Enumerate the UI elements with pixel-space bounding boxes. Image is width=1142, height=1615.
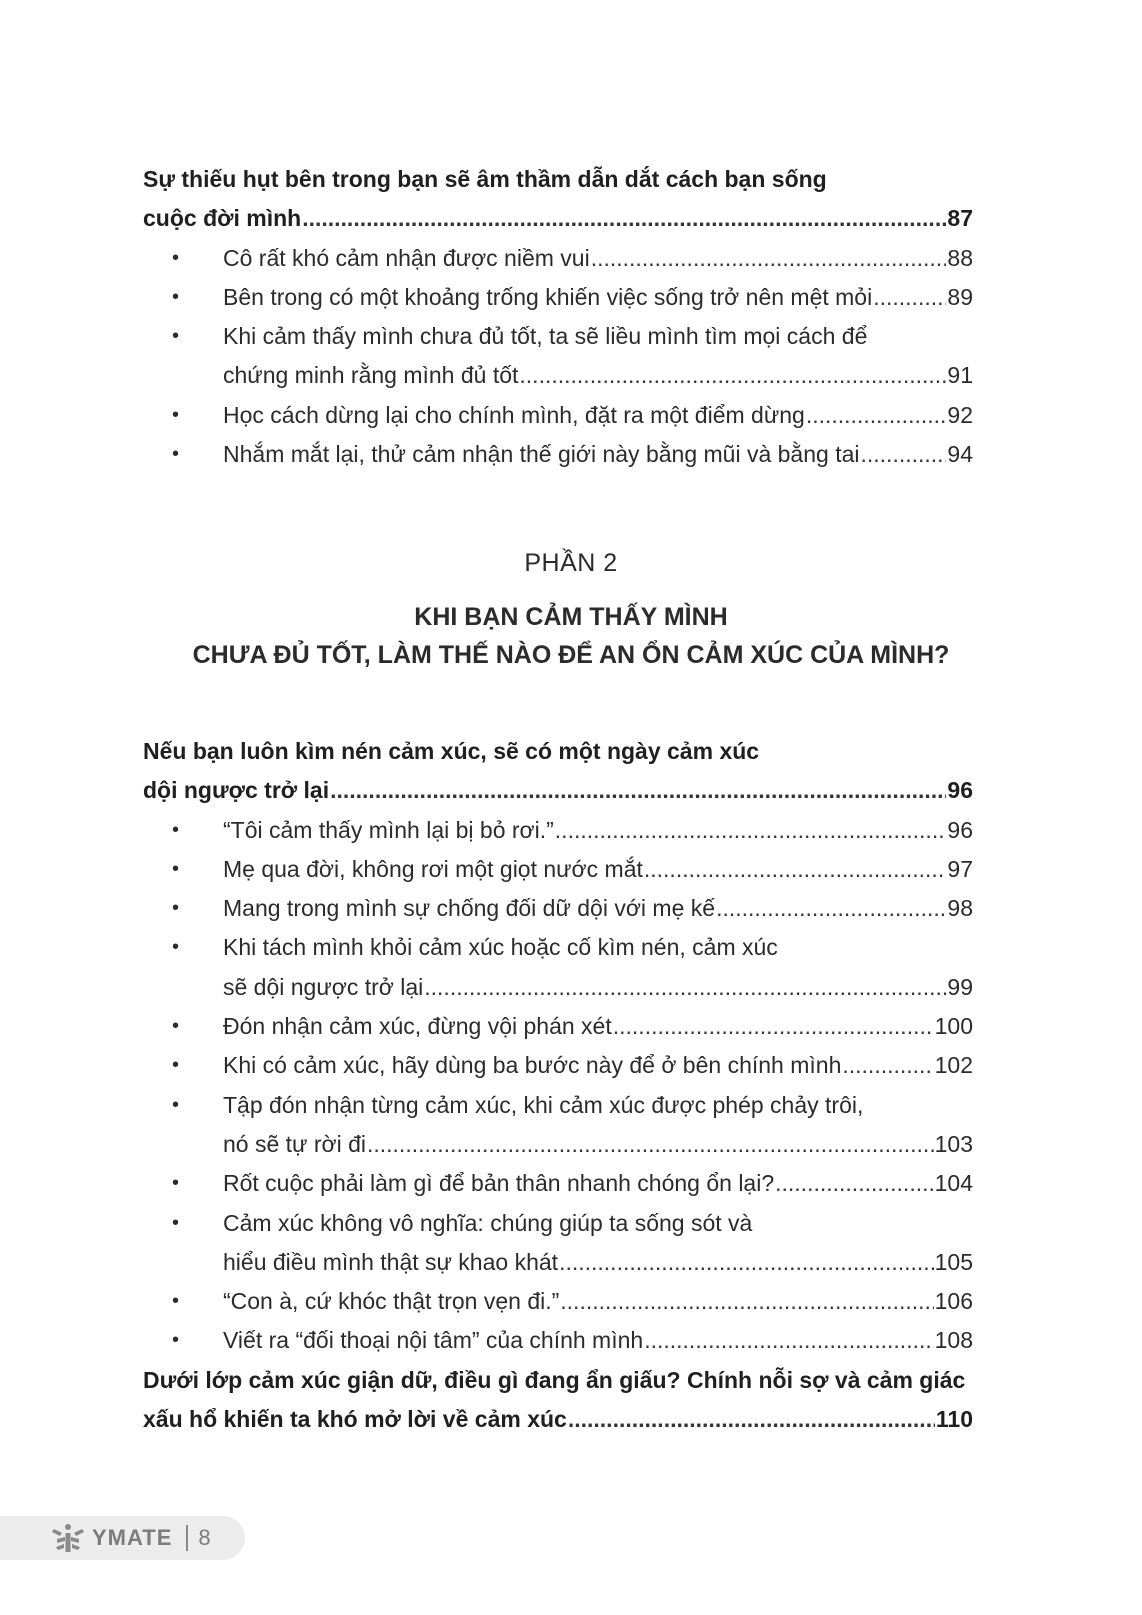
bullet-icon: • bbox=[172, 246, 180, 269]
toc-leader-dots bbox=[716, 889, 946, 928]
toc-item bbox=[143, 239, 973, 278]
toc-item bbox=[143, 356, 973, 395]
page-footer bbox=[0, 1516, 245, 1560]
bullet-icon: • bbox=[172, 325, 180, 348]
toc-heading-line bbox=[143, 1361, 973, 1400]
toc-item bbox=[143, 968, 973, 1007]
toc-page-number: 103 bbox=[934, 1130, 973, 1157]
toc-page-number: 99 bbox=[947, 973, 973, 1000]
bullet-icon: • bbox=[172, 1093, 180, 1116]
toc-item-text: hiểu điều mình thật sự khao khát bbox=[223, 1248, 559, 1275]
page-number: 8 bbox=[198, 1525, 211, 1550]
toc-leader-dots bbox=[591, 239, 947, 278]
toc-leader-dots bbox=[330, 771, 946, 810]
toc-item-continued bbox=[143, 1204, 973, 1243]
toc-item-text: “Tôi cảm thấy mình lại bị bỏ rơi.” bbox=[223, 816, 554, 843]
toc-leader-dots bbox=[519, 356, 946, 395]
toc-page-number: 94 bbox=[947, 441, 973, 468]
toc-item bbox=[143, 435, 973, 474]
toc-heading-entry bbox=[143, 199, 973, 238]
toc-item-text: Bên trong có một khoảng trống khiến việc sống trở nên mệt mỏi bbox=[223, 283, 873, 310]
part-title-line: KHI BẠN CẢM THẤY MÌNH bbox=[414, 603, 728, 631]
part-label: PHẦN 2 bbox=[524, 549, 618, 577]
toc-heading-text: Dưới lớp cảm xúc giận dữ, điều gì đang ẩn giấu? Chính nỗi sợ và cảm giác bbox=[143, 1366, 966, 1393]
toc-leader-dots bbox=[559, 1243, 934, 1282]
toc-item-continued bbox=[143, 317, 973, 356]
bullet-icon: • bbox=[172, 1329, 180, 1352]
bullet-icon: • bbox=[172, 443, 180, 466]
toc-leader-dots bbox=[613, 1007, 934, 1046]
toc-item-text: sẽ dội ngược trở lại bbox=[223, 973, 424, 1000]
part-title-line: CHƯA ĐỦ TỐT, LÀM THẾ NÀO ĐỂ AN ỔN CẢM XÚC CỦA MÌNH? bbox=[192, 641, 950, 669]
toc-item-text: Khi tách mình khỏi cảm xúc hoặc cố kìm nén, cảm xúc bbox=[223, 934, 778, 961]
toc-heading-text: Sự thiếu hụt bên trong bạn sẽ âm thầm dẫn dắt cách bạn sống bbox=[143, 166, 827, 192]
toc-item-text: nó sẽ tự rời đi bbox=[223, 1130, 366, 1157]
part-title bbox=[0, 598, 1142, 674]
toc-page-number: 108 bbox=[934, 1327, 973, 1354]
toc-heading-line bbox=[143, 732, 973, 771]
toc-leader-dots bbox=[644, 850, 947, 889]
toc-item bbox=[143, 1321, 973, 1360]
toc-page-number: 100 bbox=[934, 1013, 973, 1040]
toc-item-text: Khi có cảm xúc, hãy dùng ba bước này để ở bên chính mình bbox=[223, 1052, 842, 1079]
toc-page-number: 96 bbox=[947, 816, 973, 843]
toc-leader-dots bbox=[302, 199, 946, 238]
toc-item-text: Viết ra “đối thoại nội tâm” của chính mình bbox=[223, 1327, 644, 1354]
toc-item-text: “Con à, cứ khóc thật trọn vẹn đi.” bbox=[223, 1288, 560, 1315]
toc-heading-text: dội ngược trở lại bbox=[143, 777, 330, 804]
toc-section-part2 bbox=[143, 732, 973, 1439]
toc-page-number: 105 bbox=[934, 1248, 973, 1275]
bullet-icon: • bbox=[172, 897, 180, 920]
toc-item-continued bbox=[143, 928, 973, 967]
toc-leader-dots bbox=[560, 1282, 933, 1321]
toc-page-number: 98 bbox=[947, 895, 973, 922]
bullet-icon: • bbox=[172, 936, 180, 959]
toc-item-text: Rốt cuộc phải làm gì để bản thân nhanh chóng ổn lại? bbox=[223, 1170, 775, 1197]
bullet-icon: • bbox=[172, 1172, 180, 1195]
toc-leader-dots bbox=[555, 811, 947, 850]
bullet-icon: • bbox=[172, 1054, 180, 1077]
ymate-logo-icon bbox=[50, 1523, 86, 1553]
toc-page-number: 92 bbox=[947, 401, 973, 428]
toc-leader-dots bbox=[424, 968, 946, 1007]
toc-item-text: Mẹ qua đời, không rơi một giọt nước mắt bbox=[223, 855, 643, 882]
toc-page-number: 89 bbox=[947, 283, 973, 310]
toc-page-number: 102 bbox=[934, 1052, 973, 1079]
toc-item bbox=[143, 1046, 973, 1085]
toc-leader-dots bbox=[873, 278, 946, 317]
bullet-icon: • bbox=[172, 818, 180, 841]
bullet-icon: • bbox=[172, 403, 180, 426]
toc-item-text: Cảm xúc không vô nghĩa: chúng giúp ta sống sót và bbox=[223, 1209, 753, 1236]
bullet-icon: • bbox=[172, 1211, 180, 1234]
toc-page-number: 106 bbox=[934, 1288, 973, 1315]
toc-item bbox=[143, 396, 973, 435]
toc-page-number: 97 bbox=[947, 855, 973, 882]
toc-leader-dots bbox=[568, 1400, 935, 1439]
toc-item bbox=[143, 1125, 973, 1164]
footer-divider bbox=[186, 1525, 188, 1551]
toc-item bbox=[143, 1282, 973, 1321]
toc-leader-dots bbox=[644, 1321, 933, 1360]
toc-item-text: Mang trong mình sự chống đối dữ dội với mẹ kế bbox=[223, 895, 716, 922]
toc-item-text: Nhắm mắt lại, thử cảm nhận thế giới này bằng mũi và bằng tai bbox=[223, 441, 860, 468]
toc-heading-line bbox=[143, 160, 973, 199]
toc-item bbox=[143, 1243, 973, 1282]
toc-item bbox=[143, 850, 973, 889]
toc-item-continued bbox=[143, 1086, 973, 1125]
toc-page-number: 96 bbox=[947, 777, 973, 804]
toc-item-text: Tập đón nhận từng cảm xúc, khi cảm xúc được phép chảy trôi, bbox=[223, 1091, 864, 1118]
toc-page-number: 104 bbox=[934, 1170, 973, 1197]
brand-name: YMATE bbox=[92, 1525, 173, 1550]
toc-page-number: 91 bbox=[947, 362, 973, 389]
toc-page-number: 87 bbox=[947, 205, 973, 232]
toc-leader-dots bbox=[842, 1046, 933, 1085]
toc-heading-text: cuộc đời mình bbox=[143, 205, 302, 232]
toc-section-top bbox=[143, 160, 973, 474]
toc-item bbox=[143, 811, 973, 850]
bullet-icon: • bbox=[172, 857, 180, 880]
toc-heading-text: xấu hổ khiến ta khó mở lời về cảm xúc bbox=[143, 1406, 567, 1433]
toc-item-text: Đón nhận cảm xúc, đừng vội phán xét bbox=[223, 1013, 612, 1040]
toc-heading-text: Nếu bạn luôn kìm nén cảm xúc, sẽ có một ngày cảm xúc bbox=[143, 738, 760, 764]
toc-page-number: 110 bbox=[935, 1406, 973, 1433]
toc-heading-entry bbox=[143, 771, 973, 810]
bullet-icon: • bbox=[172, 1015, 180, 1038]
toc-item bbox=[143, 1164, 973, 1203]
toc-item-text: chứng minh rằng mình đủ tốt bbox=[223, 362, 519, 389]
toc-page-number: 88 bbox=[947, 244, 973, 271]
toc-item bbox=[143, 278, 973, 317]
toc-leader-dots bbox=[367, 1125, 934, 1164]
toc-item-text: Học cách dừng lại cho chính mình, đặt ra một điểm dừng bbox=[223, 401, 805, 428]
toc-item-text: Khi cảm thấy mình chưa đủ tốt, ta sẽ liều mình tìm mọi cách để bbox=[223, 323, 868, 350]
toc-heading-entry bbox=[143, 1400, 973, 1439]
toc-item bbox=[143, 1007, 973, 1046]
bullet-icon: • bbox=[172, 1290, 180, 1313]
bullet-icon: • bbox=[172, 285, 180, 308]
toc-item bbox=[143, 889, 973, 928]
toc-item-text: Cô rất khó cảm nhận được niềm vui bbox=[223, 244, 590, 271]
toc-leader-dots bbox=[775, 1164, 934, 1203]
toc-leader-dots bbox=[806, 396, 947, 435]
toc-leader-dots bbox=[861, 435, 947, 474]
